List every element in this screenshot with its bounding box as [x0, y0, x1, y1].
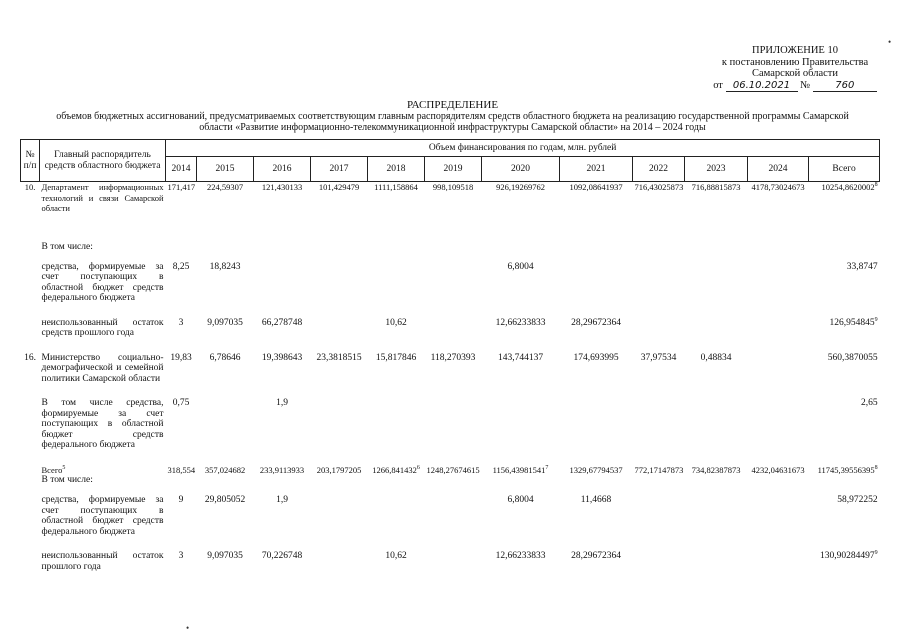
value-cell — [482, 353, 560, 385]
value-text: 9,097035 — [207, 551, 243, 561]
value-text: 1111,158864 — [374, 182, 418, 192]
spacer-row — [21, 451, 880, 465]
value-text: 1,9 — [276, 495, 288, 505]
value-cell — [368, 318, 425, 339]
row-number — [21, 242, 40, 262]
row-owner-text: неиспользованный остаток средств прошлого года — [41, 317, 164, 338]
value-cell — [368, 398, 425, 451]
value-text: 29,805052 — [204, 495, 246, 505]
value-text: 58,972252 — [837, 495, 878, 505]
value-cell — [685, 495, 748, 537]
col-owner-header: Главный распорядитель средств областного бюджета — [40, 140, 166, 182]
value-cell — [560, 262, 633, 304]
value-cell — [482, 182, 560, 214]
table-row — [21, 398, 880, 451]
value-cell — [685, 182, 748, 214]
footnote-mark: 9 — [874, 316, 878, 323]
spacer-cell — [21, 214, 880, 228]
value-cell — [685, 475, 748, 495]
value-text: 6,8004 — [507, 261, 534, 272]
value-cell — [560, 182, 633, 214]
value-text: 734,82387873 — [691, 464, 741, 475]
spacer-cell — [21, 384, 880, 398]
footnote-mark: 7 — [545, 464, 549, 471]
value-cell — [368, 495, 425, 537]
value-cell — [685, 318, 748, 339]
value-text: 318,554 — [167, 464, 196, 475]
value-text: 8,25 — [172, 261, 190, 272]
row-owner-text: В том числе средства, формируемые за счет поступающих в областной бюджет средств федерального бюджета — [41, 398, 164, 450]
row-owner — [40, 242, 166, 262]
row-owner — [40, 182, 166, 214]
value-cell — [368, 475, 425, 495]
year-header: Всего — [809, 157, 880, 182]
year-header: 2014 — [166, 157, 197, 182]
table-row — [21, 495, 880, 537]
value-text: 143,744137 — [497, 352, 544, 363]
value-cell — [560, 465, 633, 476]
title-sub-2: области «Развитие информационно-телекоммуникационной инфраструктуры Самарской области» на 2014 – 2024 годы — [199, 122, 706, 133]
value-cell — [166, 182, 197, 214]
value-cell — [809, 262, 880, 304]
value-text: 1248,27674615 — [426, 464, 480, 475]
value-cell — [748, 475, 809, 495]
spacer-cell — [21, 451, 880, 465]
row-owner-text: В том числе: — [41, 475, 93, 485]
appendix-header — [690, 45, 900, 92]
value-text: 66,278748 — [261, 317, 303, 328]
value-cell — [633, 465, 685, 476]
value-cell — [311, 551, 368, 572]
col-no-header: № п/п — [21, 140, 40, 182]
value-cell — [633, 398, 685, 451]
value-cell — [166, 318, 197, 339]
scan-mark: • — [186, 623, 190, 633]
spacer-cell — [21, 304, 880, 318]
footnote-mark: 5 — [62, 464, 66, 471]
value-text: 12,66233833 — [495, 551, 546, 561]
value-cell — [311, 318, 368, 339]
year-header: 2016 — [254, 157, 311, 182]
year-header: 2018 — [368, 157, 425, 182]
row-owner-text: средства, формируемые за счет поступающих в областной бюджет средств федерального бюджета — [41, 261, 164, 303]
value-cell — [685, 242, 748, 262]
value-cell — [809, 465, 880, 476]
value-text: 0,48834 — [700, 352, 732, 363]
value-cell — [809, 551, 880, 572]
value-text: 9,097035 — [207, 317, 243, 328]
value-text: 716,43025873 — [634, 182, 684, 192]
row-owner — [40, 475, 166, 495]
value-cell — [197, 398, 254, 451]
value-text: 70,226748 — [261, 551, 303, 561]
row-owner — [40, 551, 166, 572]
value-cell — [425, 551, 482, 572]
value-cell — [482, 465, 560, 476]
value-text: 772,17147873 — [634, 464, 684, 475]
row-owner — [40, 353, 166, 385]
value-text: 174,693995 — [573, 352, 619, 363]
footnote-mark: 8 — [874, 182, 878, 189]
row-owner — [40, 318, 166, 339]
value-cell — [685, 353, 748, 385]
value-cell — [482, 475, 560, 495]
value-cell — [166, 398, 197, 451]
value-cell — [809, 495, 880, 537]
value-text: 101,429479 — [318, 182, 360, 192]
value-cell — [425, 398, 482, 451]
value-cell — [685, 398, 748, 451]
value-text: 3 — [178, 551, 184, 561]
value-cell — [368, 242, 425, 262]
value-cell — [560, 353, 633, 385]
value-cell — [685, 465, 748, 476]
spacer-cell — [21, 339, 880, 353]
value-cell — [748, 465, 809, 476]
value-text: 0,75 — [172, 398, 190, 408]
year-header: 2021 — [560, 157, 633, 182]
value-cell — [197, 262, 254, 304]
value-cell — [311, 242, 368, 262]
value-text: 1329,67794537 — [569, 464, 623, 475]
table-row — [21, 465, 880, 476]
value-text: 1266,841432 — [372, 464, 417, 475]
value-text: 23,3818515 — [316, 352, 362, 363]
value-cell — [197, 465, 254, 476]
from-label: от — [713, 79, 723, 91]
value-cell — [809, 242, 880, 262]
row-owner-text: Всего — [41, 464, 63, 475]
footnote-mark: 8 — [874, 464, 878, 471]
value-cell — [748, 353, 809, 385]
value-cell — [368, 465, 425, 476]
row-owner — [40, 465, 166, 476]
row-number: 16. — [24, 352, 36, 363]
value-cell — [197, 551, 254, 572]
value-cell — [254, 495, 311, 537]
date-line — [690, 80, 900, 93]
value-text: 15,817846 — [375, 352, 417, 363]
row-owner-text: неиспользованный остаток прошлого года — [41, 551, 164, 572]
value-text: 357,024682 — [204, 464, 246, 475]
spacer-row — [21, 214, 880, 228]
scan-mark: • — [888, 37, 892, 47]
title-main: РАСПРЕДЕЛЕНИЕ — [406, 99, 499, 111]
value-cell — [560, 318, 633, 339]
value-text: 12,66233833 — [495, 317, 546, 328]
value-cell — [166, 495, 197, 537]
value-cell — [254, 465, 311, 476]
value-text: 19,83 — [170, 352, 192, 363]
value-text: 716,88815873 — [691, 182, 741, 192]
footnote-mark: 6 — [416, 464, 420, 471]
value-cell — [254, 551, 311, 572]
value-cell — [633, 242, 685, 262]
value-cell — [197, 495, 254, 537]
spacer-cell — [21, 537, 880, 551]
row-owner — [40, 398, 166, 451]
handwritten-date: 06.10.2021 — [726, 80, 798, 93]
row-number — [21, 398, 40, 451]
value-cell — [633, 551, 685, 572]
row-owner-text: Департамент информационных технологий и связи Самарской области — [41, 182, 164, 213]
value-cell — [748, 551, 809, 572]
row-owner — [40, 495, 166, 537]
value-cell — [254, 182, 311, 214]
value-text: 28,29672364 — [571, 551, 621, 561]
appendix-label: ПРИЛОЖЕНИЕ 10 — [752, 45, 838, 56]
value-text: 10254,8620002 — [821, 182, 875, 192]
value-cell — [425, 353, 482, 385]
value-cell — [197, 318, 254, 339]
row-number — [21, 262, 40, 304]
value-cell — [197, 182, 254, 214]
row-number — [21, 551, 40, 572]
value-cell — [633, 182, 685, 214]
footnote-mark: 9 — [874, 549, 878, 556]
row-number — [21, 495, 40, 537]
value-text: 1092,08641937 — [569, 182, 623, 192]
value-cell — [685, 551, 748, 572]
row-number — [21, 318, 40, 339]
value-text: 998,109518 — [432, 182, 474, 192]
table-row — [21, 318, 880, 339]
value-cell — [748, 182, 809, 214]
spacer-cell — [21, 228, 880, 242]
value-cell — [368, 182, 425, 214]
value-cell — [633, 353, 685, 385]
value-text: 171,417 — [167, 182, 196, 192]
value-cell — [748, 495, 809, 537]
value-cell — [633, 262, 685, 304]
value-text: 926,19269762 — [496, 182, 545, 192]
value-cell — [560, 242, 633, 262]
value-cell — [197, 475, 254, 495]
spacer-row — [21, 537, 880, 551]
region-line: Самарской области — [752, 68, 838, 79]
year-header: 2024 — [748, 157, 809, 182]
value-cell — [425, 318, 482, 339]
value-text: 118,270393 — [430, 352, 476, 363]
table-row — [21, 475, 880, 495]
col-group-header: Объем финансирования по годам, млн. рублей — [166, 140, 880, 157]
value-cell — [425, 262, 482, 304]
value-text: 126,954845 — [829, 317, 875, 328]
value-text: 121,430133 — [261, 182, 303, 192]
value-text: 4232,04631673 — [751, 464, 805, 475]
value-cell — [748, 242, 809, 262]
row-owner-text: В том числе: — [41, 241, 93, 252]
value-text: 6,8004 — [507, 495, 534, 505]
value-text: 3 — [178, 317, 184, 328]
year-header: 2022 — [633, 157, 685, 182]
number-sign: № — [800, 79, 811, 91]
value-cell — [197, 353, 254, 385]
document-title — [10, 99, 895, 133]
value-cell — [311, 495, 368, 537]
spacer-row — [21, 339, 880, 353]
value-cell — [368, 551, 425, 572]
value-text: 224,59307 — [206, 182, 244, 192]
value-text: 11,4668 — [580, 495, 612, 505]
table-row — [21, 353, 880, 385]
value-cell — [560, 551, 633, 572]
value-cell — [254, 242, 311, 262]
value-text: 560,3870055 — [827, 352, 878, 363]
value-cell — [482, 495, 560, 537]
value-cell — [425, 475, 482, 495]
value-cell — [809, 353, 880, 385]
spacer-row — [21, 304, 880, 318]
row-number: 10. — [24, 182, 36, 192]
value-cell — [166, 353, 197, 385]
value-cell — [254, 262, 311, 304]
value-cell — [311, 262, 368, 304]
value-cell — [482, 242, 560, 262]
year-header: 2015 — [197, 157, 254, 182]
value-text: 10,62 — [385, 317, 407, 328]
table-row — [21, 182, 880, 214]
value-cell — [425, 242, 482, 262]
value-cell — [166, 551, 197, 572]
value-cell — [685, 262, 748, 304]
value-cell — [254, 475, 311, 495]
table-row — [21, 262, 880, 304]
value-cell — [633, 318, 685, 339]
title-sub-1: объемов бюджетных ассигнований, предусматриваемых соответствующим главным распорядителям средств областного бюджета на реализацию государственной программы Самарской — [56, 111, 849, 122]
value-cell — [311, 182, 368, 214]
value-cell — [197, 242, 254, 262]
value-cell — [482, 551, 560, 572]
value-cell — [633, 475, 685, 495]
row-owner — [40, 262, 166, 304]
value-cell — [368, 262, 425, 304]
value-text: 6,78646 — [209, 352, 241, 363]
value-cell — [425, 465, 482, 476]
value-text: 130,90284497 — [820, 551, 875, 561]
value-text: 11745,39556395 — [817, 464, 875, 475]
value-cell — [254, 318, 311, 339]
value-text: 33,8747 — [846, 261, 878, 272]
value-cell — [166, 242, 197, 262]
value-cell — [560, 495, 633, 537]
value-text: 28,29672364 — [571, 317, 621, 328]
value-cell — [560, 475, 633, 495]
year-header: 2020 — [482, 157, 560, 182]
value-text: 10,62 — [385, 551, 407, 561]
value-text: 19,398643 — [261, 352, 303, 363]
value-text: 18,8243 — [209, 261, 241, 272]
value-text: 203,1797205 — [316, 464, 362, 475]
value-cell — [633, 495, 685, 537]
value-cell — [254, 353, 311, 385]
value-text: 1156,43981541 — [492, 464, 546, 475]
year-header: 2023 — [685, 157, 748, 182]
value-cell — [425, 495, 482, 537]
table-row — [21, 551, 880, 572]
value-text: 233,9113933 — [259, 464, 305, 475]
value-text: 37,97534 — [640, 352, 677, 363]
decree-line: к постановлению Правительства — [721, 56, 869, 68]
spacer-row — [21, 384, 880, 398]
year-header: 2019 — [425, 157, 482, 182]
handwritten-number: 760 — [813, 80, 877, 93]
value-text: 4178,73024673 — [751, 182, 805, 192]
value-cell — [368, 353, 425, 385]
row-number — [21, 465, 40, 476]
table-row — [21, 242, 880, 262]
value-cell — [560, 398, 633, 451]
value-cell — [311, 398, 368, 451]
value-text: 1,9 — [276, 398, 288, 408]
value-cell — [425, 182, 482, 214]
row-owner-text: средства, формируемые за счет поступающих в областной бюджет средств федерального бюджета — [41, 495, 164, 537]
value-cell — [311, 353, 368, 385]
value-cell — [809, 182, 880, 214]
value-text: 9 — [178, 495, 184, 505]
value-cell — [748, 262, 809, 304]
value-cell — [809, 398, 880, 451]
value-cell — [311, 465, 368, 476]
value-cell — [809, 318, 880, 339]
row-number — [21, 475, 40, 495]
value-cell — [166, 262, 197, 304]
value-cell — [748, 398, 809, 451]
value-cell — [254, 398, 311, 451]
row-owner-text: Министерство социально-демографической и семейной политики Самарской области — [41, 352, 164, 384]
value-cell — [311, 475, 368, 495]
value-cell — [482, 398, 560, 451]
value-cell — [482, 262, 560, 304]
value-cell — [482, 318, 560, 339]
budget-table — [20, 139, 880, 572]
value-cell — [166, 475, 197, 495]
value-text: 2,65 — [861, 398, 878, 408]
spacer-row — [21, 228, 880, 242]
value-cell — [166, 465, 197, 476]
value-cell — [809, 475, 880, 495]
value-cell — [748, 318, 809, 339]
year-header: 2017 — [311, 157, 368, 182]
